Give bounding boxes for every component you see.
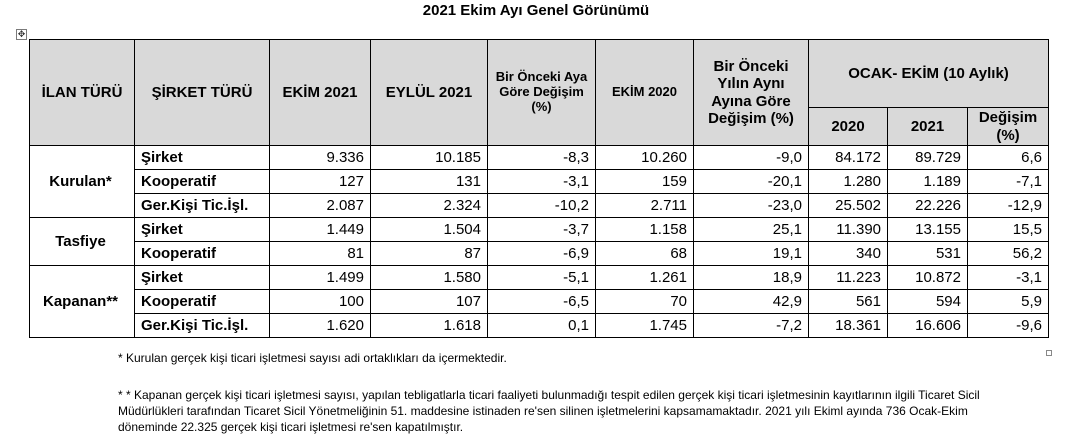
header-2020: 2020	[809, 108, 888, 146]
header-onceki-aya-gore: Bir Önceki Aya Göre Değişim (%)	[488, 40, 596, 146]
cell-value: 0,1	[488, 314, 596, 338]
cell-value: -8,3	[488, 146, 596, 170]
row-type: Kooperatif	[135, 170, 270, 194]
row-type: Kooperatif	[135, 242, 270, 266]
table-row	[30, 218, 1049, 242]
cell-value: 13.155	[888, 218, 968, 242]
table-row	[30, 194, 1049, 218]
cell-value: 87	[371, 242, 488, 266]
table-row	[30, 266, 1049, 290]
cell-value: 18,9	[694, 266, 809, 290]
move-anchor-icon[interactable]: ✥	[17, 29, 26, 39]
cell-value: 22.226	[888, 194, 968, 218]
cell-value: 100	[270, 290, 371, 314]
group-label-kurulan: Kurulan*	[30, 146, 135, 218]
cell-value: 10.872	[888, 266, 968, 290]
cell-value: -3,1	[488, 170, 596, 194]
table-row	[30, 146, 1049, 170]
cell-value: 42,9	[694, 290, 809, 314]
footnote-kurulan: * Kurulan gerçek kişi ticari işletmesi sayısı adi ortaklıkları da içermektedir.	[118, 351, 507, 365]
cell-value: -23,0	[694, 194, 809, 218]
cell-value: 84.172	[809, 146, 888, 170]
cell-value: -6,9	[488, 242, 596, 266]
cell-value: 9.336	[270, 146, 371, 170]
group-label-kapanan: Kapanan**	[30, 266, 135, 338]
cell-value: 1.745	[596, 314, 694, 338]
cell-value: 340	[809, 242, 888, 266]
cell-value: -5,1	[488, 266, 596, 290]
cell-value: -20,1	[694, 170, 809, 194]
cell-value: 19,1	[694, 242, 809, 266]
cell-value: 1.261	[596, 266, 694, 290]
cell-value: 1.620	[270, 314, 371, 338]
header-ocak-ekim: OCAK- EKİM (10 Aylık)	[809, 40, 1049, 108]
cell-value: -3,7	[488, 218, 596, 242]
header-ekim-2021: EKİM 2021	[270, 40, 371, 146]
cell-value: 1.189	[888, 170, 968, 194]
cell-value: 70	[596, 290, 694, 314]
table-resize-handle[interactable]	[1046, 350, 1052, 356]
cell-value: -6,5	[488, 290, 596, 314]
row-type: Şirket	[135, 218, 270, 242]
cell-value: 1.618	[371, 314, 488, 338]
header-eylul-2021: EYLÜL 2021	[371, 40, 488, 146]
cell-value: 6,6	[968, 146, 1049, 170]
cell-value: 1.580	[371, 266, 488, 290]
cell-value: 561	[809, 290, 888, 314]
cell-value: 1.280	[809, 170, 888, 194]
cell-value: -9,6	[968, 314, 1049, 338]
header-sirket-turu: ŞİRKET TÜRÜ	[135, 40, 270, 146]
cell-value: 2.087	[270, 194, 371, 218]
table-row	[30, 314, 1049, 338]
header-degisim: Değişim (%)	[968, 108, 1049, 146]
page-title: 2021 Ekim Ayı Genel Görünümü	[422, 2, 650, 19]
cell-value: -12,9	[968, 194, 1049, 218]
cell-value: 10.185	[371, 146, 488, 170]
footnote-kapanan: * * Kapanan gerçek kişi ticari işletmesi sayısı, yapılan tebligatlarla ticari faaliyeti bulunmadığı tespit edilen gerçek kişi ticari işletmesinin kayıtlarının ilgili Ticaret Sicil Müdürlükleri tarafından Ticaret Sicil Yönetmeliğinin 51. maddesine istinaden re'sen silinen işletmelerini kapsamamaktadır. 2021 yılı Ekiml ayında 736 Ocak-Ekim döneminde 22.325 gerçek kişi ticari işletmesi re'sen kapatılmıştır.	[118, 388, 980, 434]
header-2021: 2021	[888, 108, 968, 146]
cell-value: 131	[371, 170, 488, 194]
table-row	[30, 170, 1049, 194]
cell-value: 68	[596, 242, 694, 266]
cell-value: -10,2	[488, 194, 596, 218]
cell-value: 56,2	[968, 242, 1049, 266]
cell-value: 15,5	[968, 218, 1049, 242]
summary-table	[29, 39, 1049, 338]
cell-value: 531	[888, 242, 968, 266]
row-type: Ger.Kişi Tic.İşl.	[135, 194, 270, 218]
cell-value: 1.158	[596, 218, 694, 242]
cell-value: 10.260	[596, 146, 694, 170]
cell-value: 107	[371, 290, 488, 314]
cell-value: 159	[596, 170, 694, 194]
cell-value: -9,0	[694, 146, 809, 170]
cell-value: -3,1	[968, 266, 1049, 290]
cell-value: 1.504	[371, 218, 488, 242]
cell-value: 16.606	[888, 314, 968, 338]
cell-value: 127	[270, 170, 371, 194]
cell-value: 1.449	[270, 218, 371, 242]
table-row	[30, 242, 1049, 266]
cell-value: 18.361	[809, 314, 888, 338]
cell-value: 25.502	[809, 194, 888, 218]
cell-value: 81	[270, 242, 371, 266]
cell-value: 2.711	[596, 194, 694, 218]
header-ekim-2020: EKİM 2020	[596, 40, 694, 146]
cell-value: 89.729	[888, 146, 968, 170]
row-type: Kooperatif	[135, 290, 270, 314]
row-type: Şirket	[135, 266, 270, 290]
cell-value: -7,2	[694, 314, 809, 338]
cell-value: 2.324	[371, 194, 488, 218]
cell-value: 594	[888, 290, 968, 314]
row-type: Şirket	[135, 146, 270, 170]
cell-value: -7,1	[968, 170, 1049, 194]
cell-value: 25,1	[694, 218, 809, 242]
table-row	[30, 290, 1049, 314]
header-onceki-yila-gore: Bir Önceki Yılın Aynı Ayına Göre Değişim (%)	[694, 40, 809, 146]
cell-value: 1.499	[270, 266, 371, 290]
cell-value: 5,9	[968, 290, 1049, 314]
group-label-tasfiye: Tasfiye	[30, 218, 135, 266]
header-ilan-turu: İLAN TÜRÜ	[30, 40, 135, 146]
row-type: Ger.Kişi Tic.İşl.	[135, 314, 270, 338]
cell-value: 11.390	[809, 218, 888, 242]
cell-value: 11.223	[809, 266, 888, 290]
